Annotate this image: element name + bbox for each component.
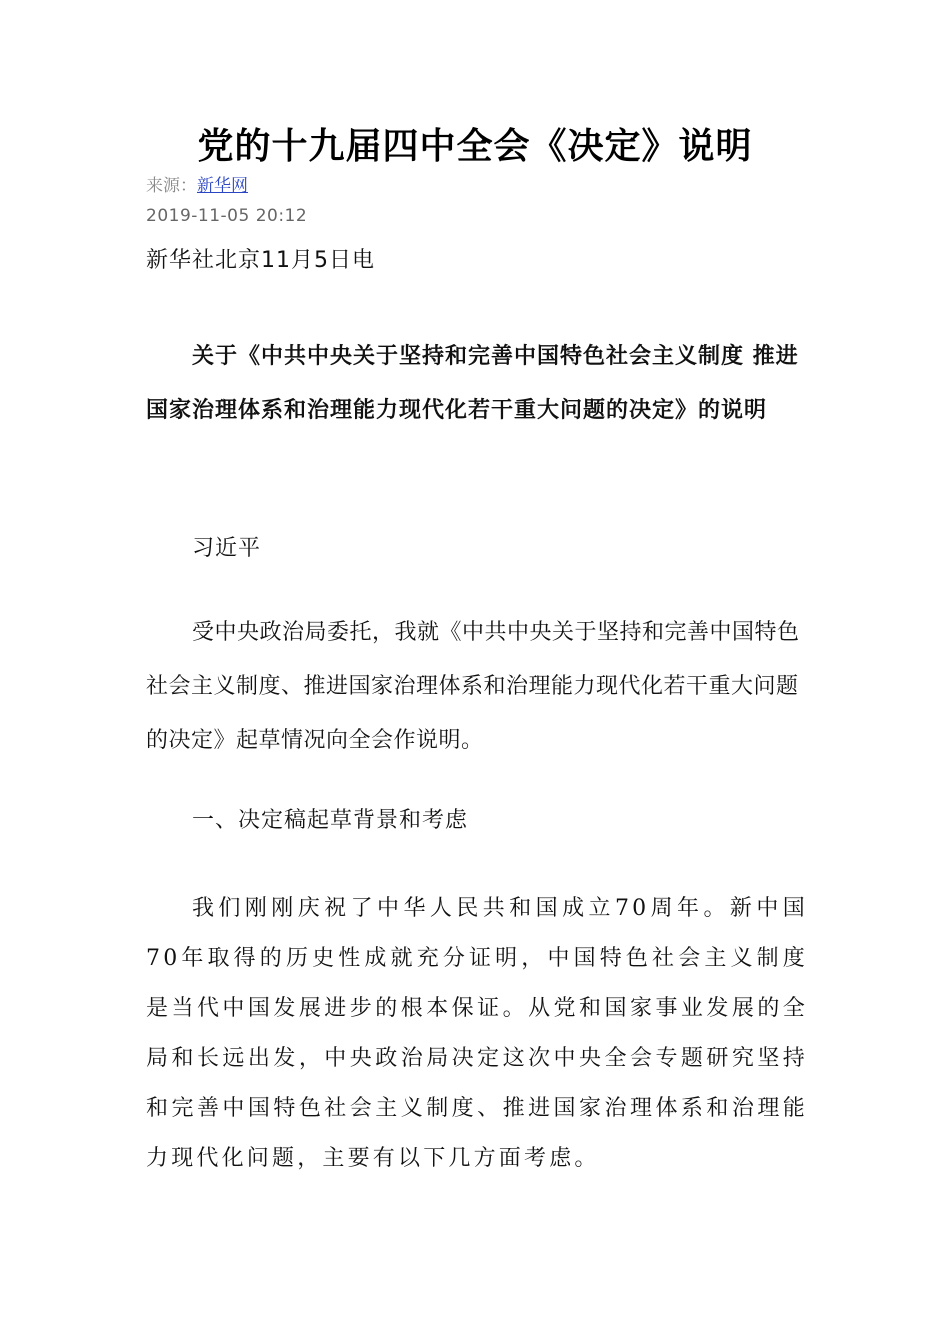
body-paragraph: 我们刚刚庆祝了中华人民共和国成立70周年。新中国70年取得的历史性成就充分证明，中国特色社会主义制度是当代中国发展进步的根本保证。从党和国家事业发展的全局和长远出发，中央政治局决定这次中央全会专题研究坚持和完善中国特色社会主义制度、推进国家治理体系和治理能力现代化问题，主要有以下几方面考虑。 [146, 896, 808, 1171]
document-heading: 关于《中共中央关于坚持和完善中国特色社会主义制度 推进国家治理体系和治理能力现代化若干重大问题的决定》的说明 [146, 344, 799, 423]
source-link[interactable]: 新华网 [197, 176, 248, 196]
source-line [146, 174, 248, 198]
intro-paragraph: 受中央政治局委托，我就《中共中央关于坚持和完善中国特色社会主义制度、推进国家治理体系和治理能力现代化若干重大问题的决定》起草情况向全会作说明。 [146, 620, 800, 753]
section-title: 一、决定稿起草背景和考虑 [192, 808, 469, 833]
dateline: 新华社北京11月5日电 [146, 248, 375, 273]
page-title: 党的十九届四中全会《决定》说明 [197, 125, 753, 167]
author-name: 习近平 [192, 536, 262, 561]
source-label: 来源： [146, 176, 197, 196]
publish-timestamp: 2019-11-05 20:12 [146, 206, 308, 226]
